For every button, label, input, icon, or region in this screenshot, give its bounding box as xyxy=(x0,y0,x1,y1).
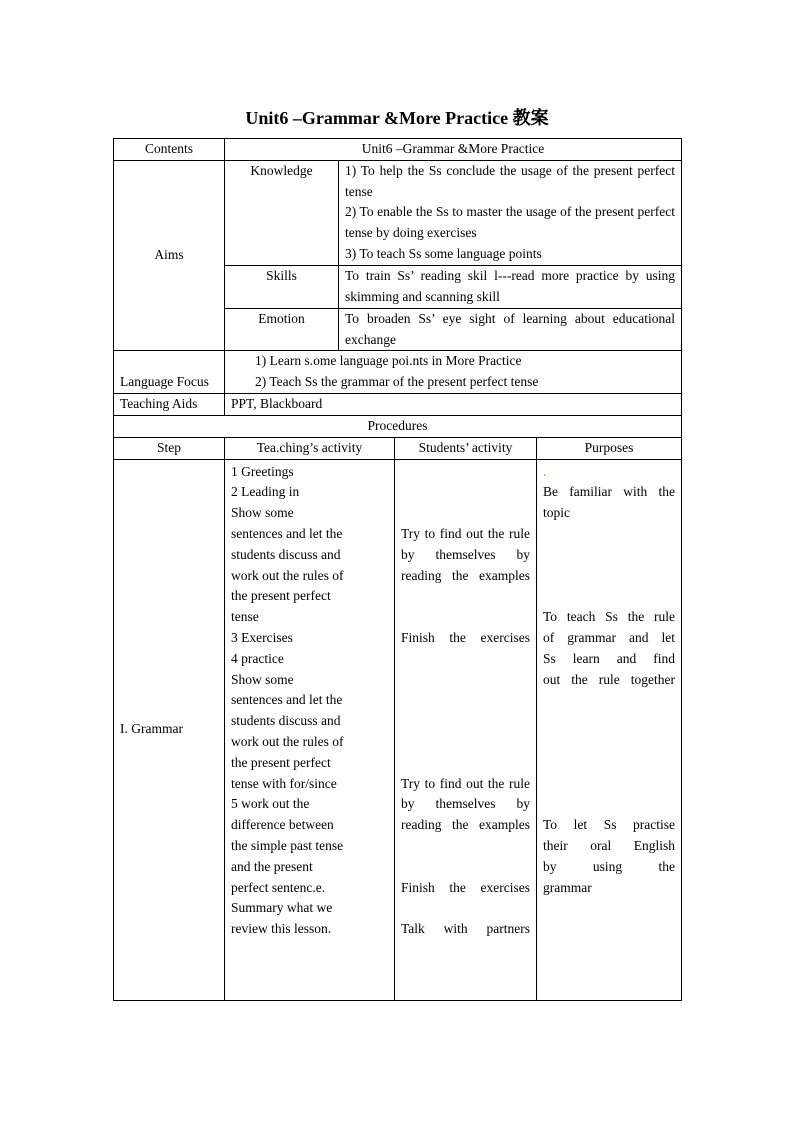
students-activity-cell xyxy=(395,459,537,1000)
students-activity-header: Students’ activity xyxy=(395,437,537,459)
purposes-lines xyxy=(543,462,675,940)
teaching-activity-line: students discuss and xyxy=(231,713,341,729)
language-focus-row xyxy=(114,351,682,394)
skills-label: Skills xyxy=(225,265,339,308)
teaching-activity-line: perfect sentenc.e. xyxy=(231,879,326,895)
students-activity-line xyxy=(401,586,530,607)
aims-label: Aims xyxy=(114,160,225,351)
students-activity-line: Try to find out the rule xyxy=(401,775,530,791)
purposes-line xyxy=(543,774,675,795)
step-cell: I. Grammar xyxy=(114,459,225,1000)
purposes-line xyxy=(543,566,675,587)
purposes-line: Ss learn and find xyxy=(543,650,676,666)
students-activity-line: reading the examples xyxy=(401,567,530,583)
language-focus-item: 2) Teach Ss the grammar of the present perfect tense xyxy=(255,374,539,390)
teaching-activity-line: sentences and let the xyxy=(231,525,343,541)
teaching-activity-lines xyxy=(231,462,388,940)
teaching-activity-line: 3 Exercises xyxy=(231,629,293,645)
purposes-line xyxy=(543,586,675,607)
language-focus-text xyxy=(225,351,682,394)
teaching-activity-line: 4 practice xyxy=(231,650,284,666)
students-activity-line xyxy=(401,649,530,670)
knowledge-item: 2) To enable the Ss to master the usage of the present perfect tense by doing exercises xyxy=(345,204,676,241)
grammar-step-row xyxy=(114,459,682,1000)
purposes-cell xyxy=(537,459,682,1000)
step-header: Step xyxy=(114,437,225,459)
teaching-activity-line: and the present xyxy=(231,858,313,874)
skills-text: To train Ss’ reading skil l---read more practice by using skimming and scanning skill xyxy=(339,265,682,308)
purposes-line xyxy=(543,794,675,815)
purposes-line: Be familiar with the xyxy=(543,484,676,500)
lesson-plan-table xyxy=(113,138,682,1001)
students-activity-line xyxy=(401,857,530,878)
contents-label: Contents xyxy=(114,139,225,161)
teaching-activity-line: the present perfect xyxy=(231,754,331,770)
purposes-line: To teach Ss the rule xyxy=(543,609,676,625)
students-activity-line xyxy=(401,482,530,503)
teaching-activity-line: the present perfect xyxy=(231,588,331,604)
students-activity-line xyxy=(401,732,530,753)
teaching-activity-line: work out the rules of xyxy=(231,567,344,583)
students-activity-line: reading the examples xyxy=(401,817,530,833)
students-activity-line: Finish the exercises xyxy=(401,629,530,645)
students-activity-line xyxy=(401,503,530,524)
students-activity-line xyxy=(401,670,530,691)
purposes-line: . xyxy=(543,463,547,479)
teaching-activity-line: Summary what we xyxy=(231,900,333,916)
teaching-aids-row xyxy=(114,393,682,415)
teaching-activity-line: 1 Greetings xyxy=(231,463,294,479)
language-focus-item: 1) Learn s.ome language poi.nts in More Practice xyxy=(255,353,522,369)
purposes-line xyxy=(543,690,675,711)
teaching-activity-line: 2 Leading in xyxy=(231,484,300,500)
students-activity-lines xyxy=(401,462,530,940)
teaching-activity-line: students discuss and xyxy=(231,546,341,562)
page-title: Unit6 –Grammar &More Practice 教案 xyxy=(245,108,549,128)
purposes-line xyxy=(543,545,675,566)
teaching-activity-line: review this lesson. xyxy=(231,921,332,937)
purposes-line: topic xyxy=(543,505,570,521)
students-activity-line xyxy=(401,711,530,732)
purposes-header: Purposes xyxy=(537,437,682,459)
teaching-activity-line: 5 work out the xyxy=(231,796,310,812)
knowledge-item: 3) To teach Ss some language points xyxy=(345,245,542,261)
teaching-activity-line: Show some xyxy=(231,671,294,687)
aims-knowledge-row xyxy=(114,160,682,265)
knowledge-text xyxy=(339,160,682,265)
teaching-activity-line: the simple past tense xyxy=(231,837,344,853)
students-activity-line xyxy=(401,607,530,628)
purposes-line: their oral English xyxy=(543,837,676,853)
purposes-line: by using the xyxy=(543,858,676,874)
procedures-row xyxy=(114,415,682,437)
knowledge-item: 1) To help the Ss conclude the usage of the present perfect tense xyxy=(345,162,676,199)
students-activity-line: Talk with partners xyxy=(401,921,530,937)
emotion-text: To broaden Ss’ eye sight of learning about educational exchange xyxy=(339,308,682,351)
procedures-label: Procedures xyxy=(114,415,682,437)
purposes-line: of grammar and let xyxy=(543,629,676,645)
teaching-activity-line: tense xyxy=(231,609,259,625)
contents-row xyxy=(114,139,682,161)
students-activity-line: by themselves by xyxy=(401,796,530,812)
knowledge-label: Knowledge xyxy=(225,160,339,265)
contents-value: Unit6 –Grammar &More Practice xyxy=(225,139,682,161)
purposes-line xyxy=(543,898,675,919)
students-activity-line xyxy=(401,462,530,483)
teaching-activity-line: sentences and let the xyxy=(231,692,343,708)
purposes-line: To let Ss practise xyxy=(543,817,676,833)
teaching-activity-header: Tea.ching’s activity xyxy=(225,437,395,459)
students-activity-line xyxy=(401,898,530,919)
language-focus-label: Language Focus xyxy=(114,351,225,394)
teaching-activity-cell xyxy=(225,459,395,1000)
purposes-line: grammar xyxy=(543,879,592,895)
purposes-line xyxy=(543,732,675,753)
teaching-aids-label: Teaching Aids xyxy=(114,393,225,415)
students-activity-line: Finish the exercises xyxy=(401,879,530,895)
teaching-activity-line: difference between xyxy=(231,817,334,833)
teaching-activity-line: Show some xyxy=(231,505,294,521)
purposes-line xyxy=(543,711,675,732)
students-activity-line xyxy=(401,753,530,774)
students-activity-line xyxy=(401,836,530,857)
students-activity-line: Try to find out the rule xyxy=(401,525,530,541)
purposes-line xyxy=(543,919,675,940)
emotion-label: Emotion xyxy=(225,308,339,351)
teaching-activity-line: work out the rules of xyxy=(231,733,344,749)
teaching-activity-line: tense with for/since xyxy=(231,775,337,791)
purposes-line: out the rule together xyxy=(543,671,676,687)
purposes-line xyxy=(543,524,675,545)
procedures-header-row xyxy=(114,437,682,459)
students-activity-line xyxy=(401,690,530,711)
students-activity-line: by themselves by xyxy=(401,546,530,562)
teaching-aids-value: PPT, Blackboard xyxy=(225,393,682,415)
purposes-line xyxy=(543,753,675,774)
